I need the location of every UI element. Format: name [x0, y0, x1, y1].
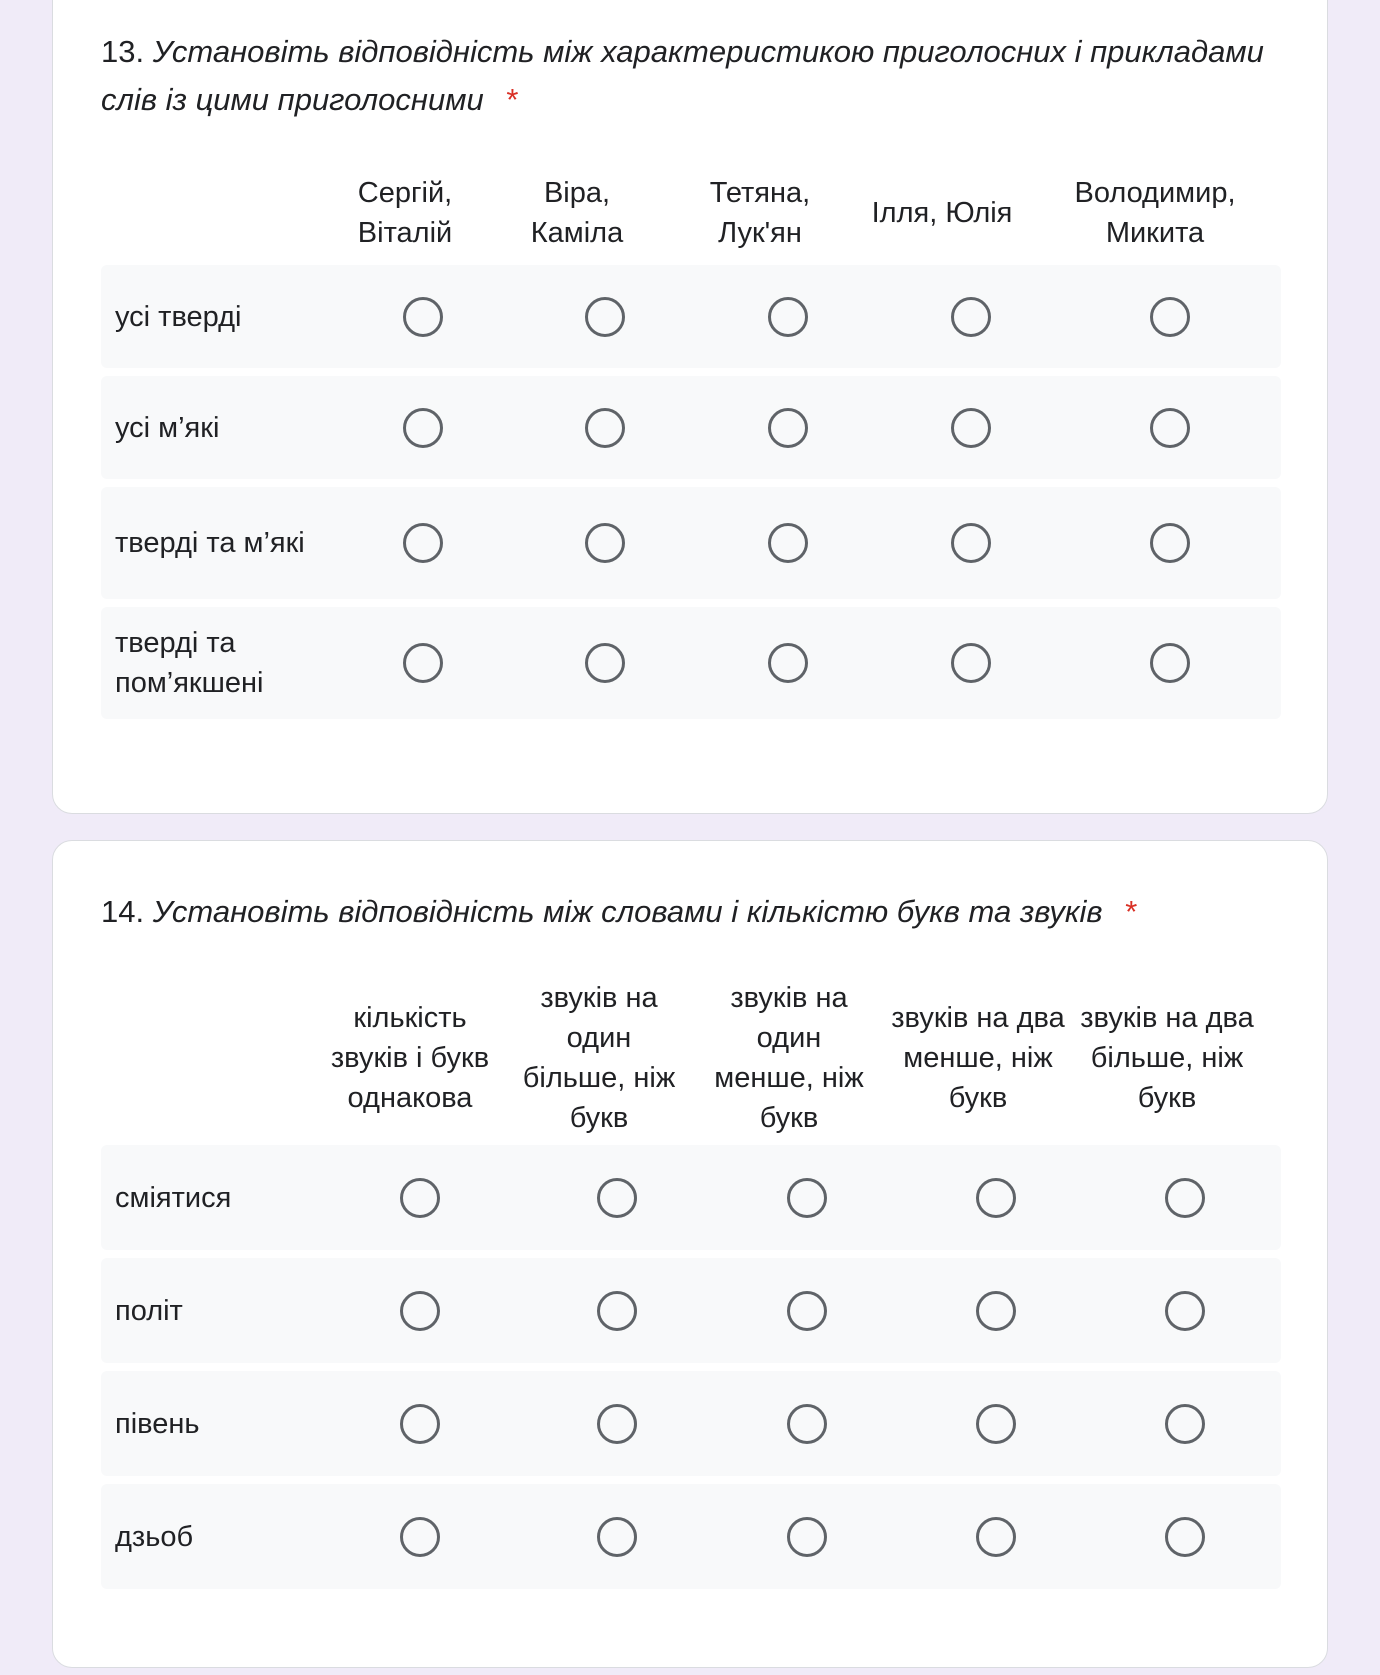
grid-header — [101, 971, 1281, 1145]
radio-button[interactable] — [400, 1404, 440, 1444]
column-header: звуків на два менше, ніж букв — [891, 1002, 1065, 1114]
radio-button[interactable] — [787, 1291, 827, 1331]
radio-button[interactable] — [597, 1291, 637, 1331]
radio-button[interactable] — [403, 408, 443, 448]
column-header: Володимир, Микита — [1074, 177, 1236, 249]
radio-button[interactable] — [768, 297, 808, 337]
question-number: 14. — [101, 894, 145, 929]
grid-row — [101, 376, 1281, 479]
radio-button[interactable] — [400, 1291, 440, 1331]
grid-row — [101, 1258, 1281, 1363]
choice-grid-14 — [101, 971, 1281, 1597]
question-number: 13. — [101, 34, 145, 69]
radio-button[interactable] — [400, 1178, 440, 1218]
question-card-13 — [52, 0, 1328, 814]
column-header: кількість звуків і букв однакова — [330, 1002, 490, 1114]
radio-button[interactable] — [585, 643, 625, 683]
radio-button[interactable] — [976, 1178, 1016, 1218]
question-card-14 — [52, 840, 1328, 1668]
row-label: тверді та пом’якшені — [115, 627, 264, 699]
radio-button[interactable] — [768, 643, 808, 683]
radio-button[interactable] — [400, 1517, 440, 1557]
radio-button[interactable] — [1150, 408, 1190, 448]
column-header: Сергій, Віталій — [357, 177, 453, 249]
question-title-14 — [101, 888, 1287, 936]
row-label: сміятися — [115, 1181, 232, 1214]
radio-button[interactable] — [951, 297, 991, 337]
radio-button[interactable] — [403, 523, 443, 563]
row-label: усі м’які — [115, 411, 220, 444]
grid-row — [101, 1484, 1281, 1589]
choice-grid-13 — [101, 161, 1281, 727]
radio-button[interactable] — [403, 297, 443, 337]
grid-row — [101, 265, 1281, 368]
radio-button[interactable] — [1150, 523, 1190, 563]
radio-button[interactable] — [585, 523, 625, 563]
question-title-13 — [101, 28, 1287, 124]
radio-button[interactable] — [951, 643, 991, 683]
radio-button[interactable] — [1165, 1291, 1205, 1331]
radio-button[interactable] — [1150, 643, 1190, 683]
grid-row — [101, 1145, 1281, 1250]
column-header: Віра, Каміла — [530, 177, 624, 249]
radio-button[interactable] — [597, 1178, 637, 1218]
question-text: Установіть відповідність між словами і кількістю букв та звуків — [152, 894, 1103, 929]
radio-button[interactable] — [1165, 1178, 1205, 1218]
grid-row — [101, 607, 1281, 719]
radio-button[interactable] — [976, 1517, 1016, 1557]
column-header: звуків на один більше, ніж букв — [522, 982, 676, 1134]
radio-button[interactable] — [585, 408, 625, 448]
row-label: політ — [115, 1294, 183, 1327]
radio-button[interactable] — [585, 297, 625, 337]
row-label: тверді та м’які — [115, 527, 305, 559]
required-asterisk: * — [506, 82, 519, 117]
radio-button[interactable] — [1165, 1517, 1205, 1557]
question-text: Установіть відповідність між характеристикою приголосних і прикладами слів із цими приголосними — [101, 34, 1264, 117]
radio-button[interactable] — [951, 523, 991, 563]
grid-row — [101, 1371, 1281, 1476]
column-header: звуків на два більше, ніж букв — [1080, 1002, 1254, 1114]
column-header: звуків на один менше, ніж букв — [714, 982, 864, 1134]
radio-button[interactable] — [787, 1178, 827, 1218]
radio-button[interactable] — [1150, 297, 1190, 337]
radio-button[interactable] — [768, 523, 808, 563]
radio-button[interactable] — [597, 1404, 637, 1444]
column-header: Тетяна, Лук'ян — [709, 177, 811, 249]
row-label: дзьоб — [115, 1520, 194, 1553]
radio-button[interactable] — [597, 1517, 637, 1557]
row-label: півень — [115, 1407, 200, 1440]
grid-row — [101, 487, 1281, 599]
radio-button[interactable] — [976, 1291, 1016, 1331]
grid-header — [101, 161, 1281, 265]
radio-button[interactable] — [403, 643, 443, 683]
row-label: усі тверді — [115, 300, 242, 333]
radio-button[interactable] — [951, 408, 991, 448]
required-asterisk: * — [1125, 894, 1138, 929]
radio-button[interactable] — [787, 1404, 827, 1444]
radio-button[interactable] — [1165, 1404, 1205, 1444]
radio-button[interactable] — [768, 408, 808, 448]
column-header: Ілля, Юлія — [871, 197, 1013, 229]
radio-button[interactable] — [976, 1404, 1016, 1444]
radio-button[interactable] — [787, 1517, 827, 1557]
